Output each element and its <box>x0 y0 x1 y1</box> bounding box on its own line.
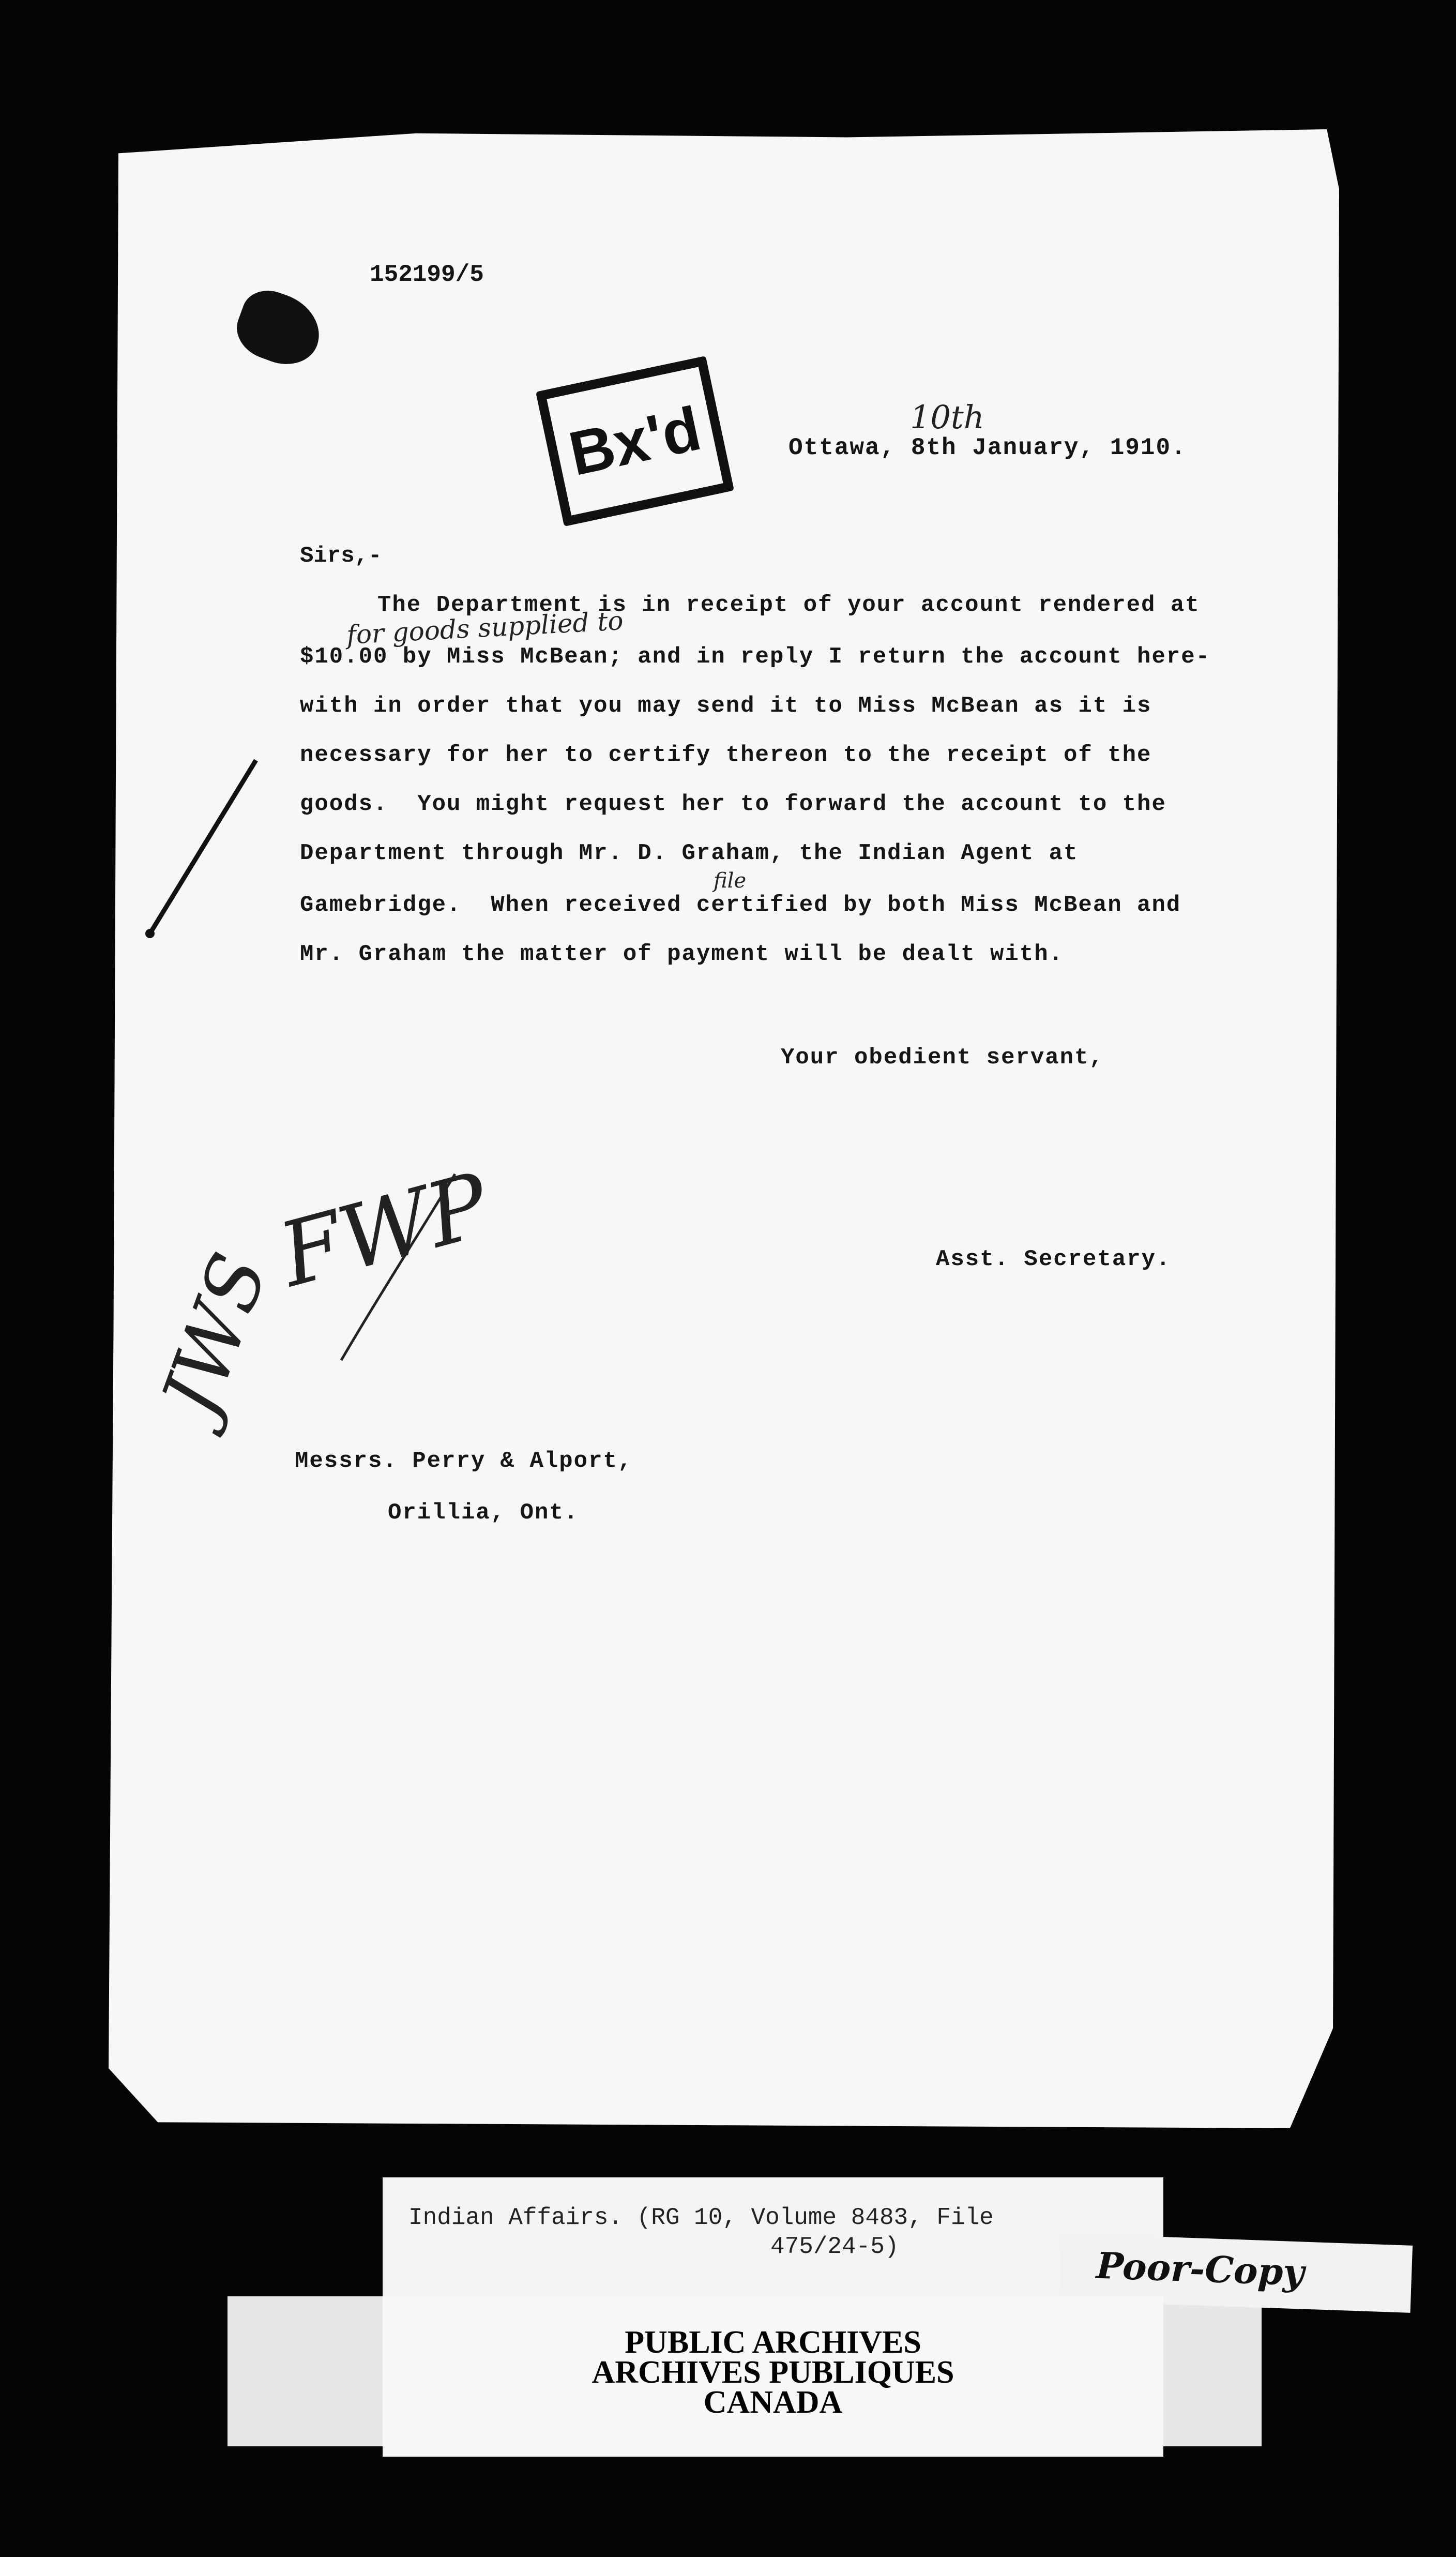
addressee-line-1: Messrs. Perry & Alport, <box>295 1448 633 1474</box>
initials-fwp: FWP <box>269 1153 499 1307</box>
body-line-3: with in order that you may send it to Miss McBean as it is <box>300 693 1152 719</box>
reference-line-1: Indian Affairs. (RG 10, Volume 8483, File <box>408 2204 994 2231</box>
salutation: Sirs,- <box>300 543 382 569</box>
initials-jws: JWS <box>145 1242 285 1427</box>
addressee-line-2: Orillia, Ont. <box>388 1500 579 1526</box>
poor-copy-note: Poor-Copy <box>1095 2244 1305 2294</box>
body-line-5: goods. You might request her to forward the account to the <box>300 791 1166 817</box>
closing: Your obedient servant, <box>781 1045 1104 1071</box>
archives-stamp <box>383 2325 1163 2420</box>
archives-fr: ARCHIVES PUBLIQUES <box>592 2355 954 2390</box>
reference-line-2: 475/24-5) <box>770 2233 899 2260</box>
initials-flourish <box>331 1164 465 1371</box>
body-line-4: necessary for her to certify thereon to the receipt of the <box>300 742 1152 768</box>
body-line-8: Mr. Graham the matter of payment will be dealt with. <box>300 941 1064 967</box>
body-line-6: Department through Mr. D. Graham, the Indian Agent at <box>300 840 1079 866</box>
body-line-7: Gamebridge. When received certified by both Miss McBean and <box>300 892 1181 918</box>
archive-reference <box>408 2203 994 2261</box>
insertion-goods: for goods supplied to <box>345 606 624 650</box>
margin-stroke <box>140 750 269 946</box>
signature-title: Asst. Secretary. <box>936 1246 1171 1272</box>
archives-en: PUBLIC ARCHIVES <box>625 2325 921 2360</box>
document-page <box>109 129 1339 2128</box>
insertion-file: file <box>714 869 747 893</box>
archives-country: CANADA <box>703 2385 843 2420</box>
date-correction: 10th <box>910 398 984 436</box>
date-line: Ottawa, 8th January, 1910. <box>788 434 1187 461</box>
file-number: 152199/5 <box>370 261 484 288</box>
body-line-2: $10.00 by Miss McBean; and in reply I return the account here- <box>300 644 1211 670</box>
stamp-text: Bx'd <box>563 393 707 489</box>
body-line-1: The Department is in receipt of your account rendered at <box>377 592 1200 618</box>
